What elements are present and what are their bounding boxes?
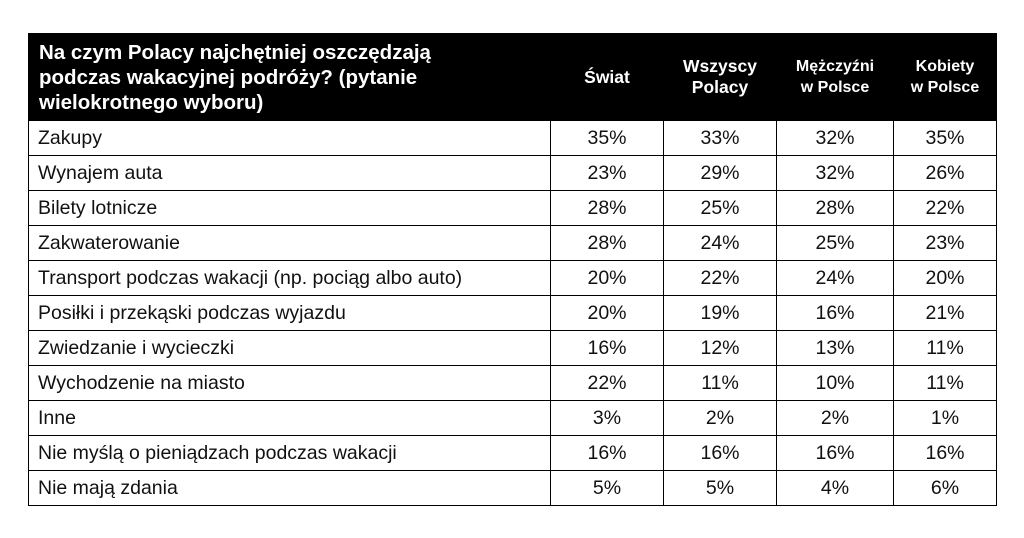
header-row: [29, 34, 997, 121]
table-row: [29, 296, 997, 331]
value-cell: 16%: [664, 436, 777, 471]
row-label: Zwiedzanie i wycieczki: [29, 331, 551, 366]
value-cell: 24%: [664, 226, 777, 261]
value-cell: 25%: [777, 226, 894, 261]
value-cell: 5%: [551, 471, 664, 506]
value-cell: 4%: [777, 471, 894, 506]
value-cell: 33%: [664, 121, 777, 156]
table-header: [29, 34, 997, 121]
row-label: Wychodzenie na miasto: [29, 366, 551, 401]
question-line: wielokrotnego wyboru): [39, 90, 264, 114]
column-header-line: w Polsce: [800, 79, 870, 96]
value-cell: 21%: [894, 296, 997, 331]
value-cell: 16%: [551, 436, 664, 471]
row-label: Wynajem auta: [29, 156, 551, 191]
table-row: [29, 191, 997, 226]
value-cell: 28%: [551, 191, 664, 226]
value-cell: 2%: [664, 401, 777, 436]
value-cell: 32%: [777, 156, 894, 191]
value-cell: 11%: [894, 366, 997, 401]
value-cell: 26%: [894, 156, 997, 191]
value-cell: 22%: [664, 261, 777, 296]
value-cell: 11%: [664, 366, 777, 401]
row-label: Transport podczas wakacji (np. pociąg albo auto): [29, 261, 551, 296]
table-row: [29, 156, 997, 191]
value-cell: 1%: [894, 401, 997, 436]
table-row: [29, 401, 997, 436]
table-row: [29, 436, 997, 471]
table-row: [29, 366, 997, 401]
value-cell: 12%: [664, 331, 777, 366]
row-label: Bilety lotnicze: [29, 191, 551, 226]
value-cell: 19%: [664, 296, 777, 331]
table-body: [29, 121, 997, 506]
table-row: [29, 226, 997, 261]
value-cell: 5%: [664, 471, 777, 506]
column-header-line: Mężczyźni: [795, 58, 875, 75]
value-cell: 16%: [894, 436, 997, 471]
column-header-line: Polacy: [691, 77, 749, 97]
column-header-line: Kobiety: [915, 58, 975, 75]
value-cell: 20%: [551, 261, 664, 296]
table-row: [29, 331, 997, 366]
column-header-men-poland: [777, 34, 894, 121]
column-header-line: Wszyscy: [683, 56, 757, 76]
value-cell: 25%: [664, 191, 777, 226]
row-label: Zakwaterowanie: [29, 226, 551, 261]
value-cell: 22%: [551, 366, 664, 401]
value-cell: 11%: [894, 331, 997, 366]
column-header-line: w Polsce: [910, 79, 980, 96]
value-cell: 13%: [777, 331, 894, 366]
question-line: Na czym Polacy najchętniej oszczędzają: [39, 40, 431, 64]
value-cell: 16%: [551, 331, 664, 366]
row-label: Posiłki i przekąski podczas wyjazdu: [29, 296, 551, 331]
value-cell: 24%: [777, 261, 894, 296]
row-label: Zakupy: [29, 121, 551, 156]
column-header-line: Świat: [584, 66, 630, 87]
value-cell: 23%: [894, 226, 997, 261]
value-cell: 35%: [551, 121, 664, 156]
value-cell: 22%: [894, 191, 997, 226]
survey-table-container: [28, 33, 996, 506]
table-row: [29, 121, 997, 156]
value-cell: 28%: [777, 191, 894, 226]
value-cell: 32%: [777, 121, 894, 156]
value-cell: 10%: [777, 366, 894, 401]
column-header-world: [551, 34, 664, 121]
value-cell: 35%: [894, 121, 997, 156]
value-cell: 16%: [777, 436, 894, 471]
value-cell: 6%: [894, 471, 997, 506]
question-header: [29, 34, 551, 121]
value-cell: 28%: [551, 226, 664, 261]
column-header-women-poland: [894, 34, 997, 121]
row-label: Nie myślą o pieniądzach podczas wakacji: [29, 436, 551, 471]
column-header-all-poles: [664, 34, 777, 121]
survey-table: [28, 33, 997, 506]
value-cell: 3%: [551, 401, 664, 436]
value-cell: 20%: [551, 296, 664, 331]
row-label: Nie mają zdania: [29, 471, 551, 506]
value-cell: 23%: [551, 156, 664, 191]
value-cell: 2%: [777, 401, 894, 436]
question-line: podczas wakacyjnej podróży? (pytanie: [39, 65, 418, 89]
table-row: [29, 261, 997, 296]
value-cell: 20%: [894, 261, 997, 296]
value-cell: 29%: [664, 156, 777, 191]
row-label: Inne: [29, 401, 551, 436]
value-cell: 16%: [777, 296, 894, 331]
table-row: [29, 471, 997, 506]
